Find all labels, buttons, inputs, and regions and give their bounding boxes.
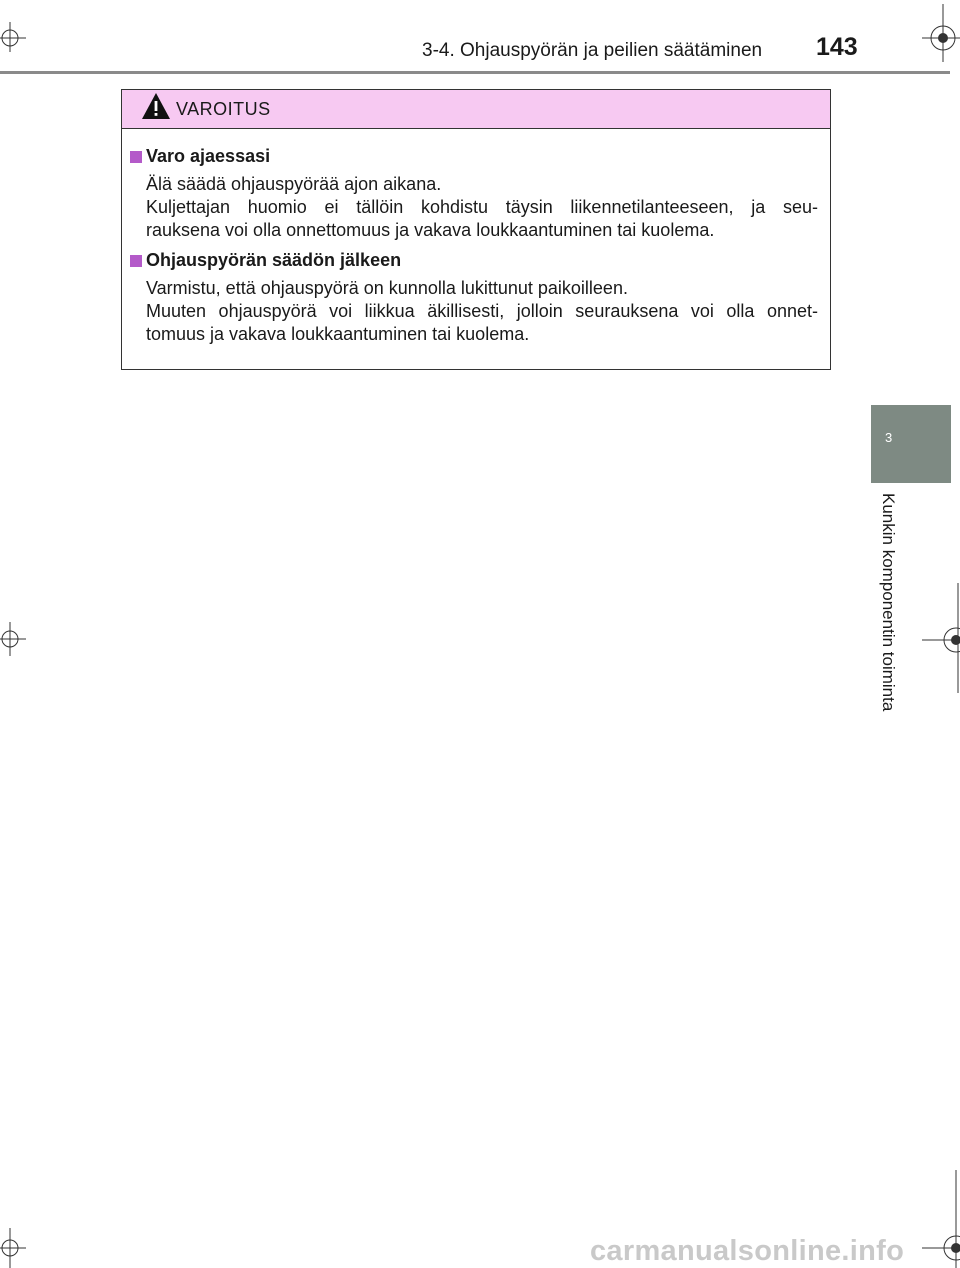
crop-mark-mid-right bbox=[920, 583, 960, 693]
square-bullet-icon bbox=[130, 255, 142, 267]
warning-item-title: Ohjauspyörän säädön jälkeen bbox=[128, 249, 818, 272]
crop-mark-bottom-left bbox=[0, 1228, 30, 1268]
crop-mark-bottom-right bbox=[920, 1170, 960, 1268]
body-line: Kuljettajan huomio ei tällöin kohdistu täysin liikennetilanteeseen, ja seu- bbox=[146, 197, 818, 217]
warning-label: VAROITUS bbox=[176, 99, 271, 119]
warning-item bbox=[128, 145, 818, 242]
body-line: Älä säädä ohjauspyörää ajon aikana. bbox=[146, 174, 442, 194]
warning-box bbox=[121, 89, 831, 370]
body-line: Varmistu, että ohjauspyörä on kunnolla lukittunut paikoilleen. bbox=[146, 278, 628, 298]
watermark: carmanualsonline.info bbox=[590, 1235, 905, 1267]
square-bullet-icon bbox=[130, 151, 142, 163]
chapter-tab-label: Kunkin komponentin toiminta bbox=[879, 493, 898, 712]
crop-mark-top-right bbox=[920, 4, 960, 62]
warning-item-body bbox=[128, 277, 818, 346]
body-line: Muuten ohjauspyörä voi liikkua äkillisesti, jolloin seurauksena voi olla onnet- bbox=[146, 301, 818, 321]
crop-mark-mid-left bbox=[0, 622, 30, 656]
chapter-tab-number: 3 bbox=[885, 430, 893, 445]
warning-item-body bbox=[128, 173, 818, 242]
body-line: rauksena voi olla onnettomuus ja vakava loukkaantuminen tai kuolema. bbox=[146, 220, 715, 240]
warning-triangle-icon bbox=[140, 91, 172, 121]
section-title: 3-4. Ohjauspyörän ja peilien säätäminen bbox=[422, 40, 763, 61]
warning-item-title: Varo ajaessasi bbox=[128, 145, 818, 168]
chapter-tab bbox=[871, 405, 951, 483]
body-line: tomuus ja vakava loukkaantuminen tai kuolema. bbox=[146, 324, 530, 344]
warning-item bbox=[128, 249, 818, 346]
warning-header bbox=[122, 90, 830, 129]
header-rule bbox=[0, 71, 950, 74]
page-number: 143 bbox=[816, 33, 858, 61]
crop-mark-top-left bbox=[0, 22, 30, 52]
